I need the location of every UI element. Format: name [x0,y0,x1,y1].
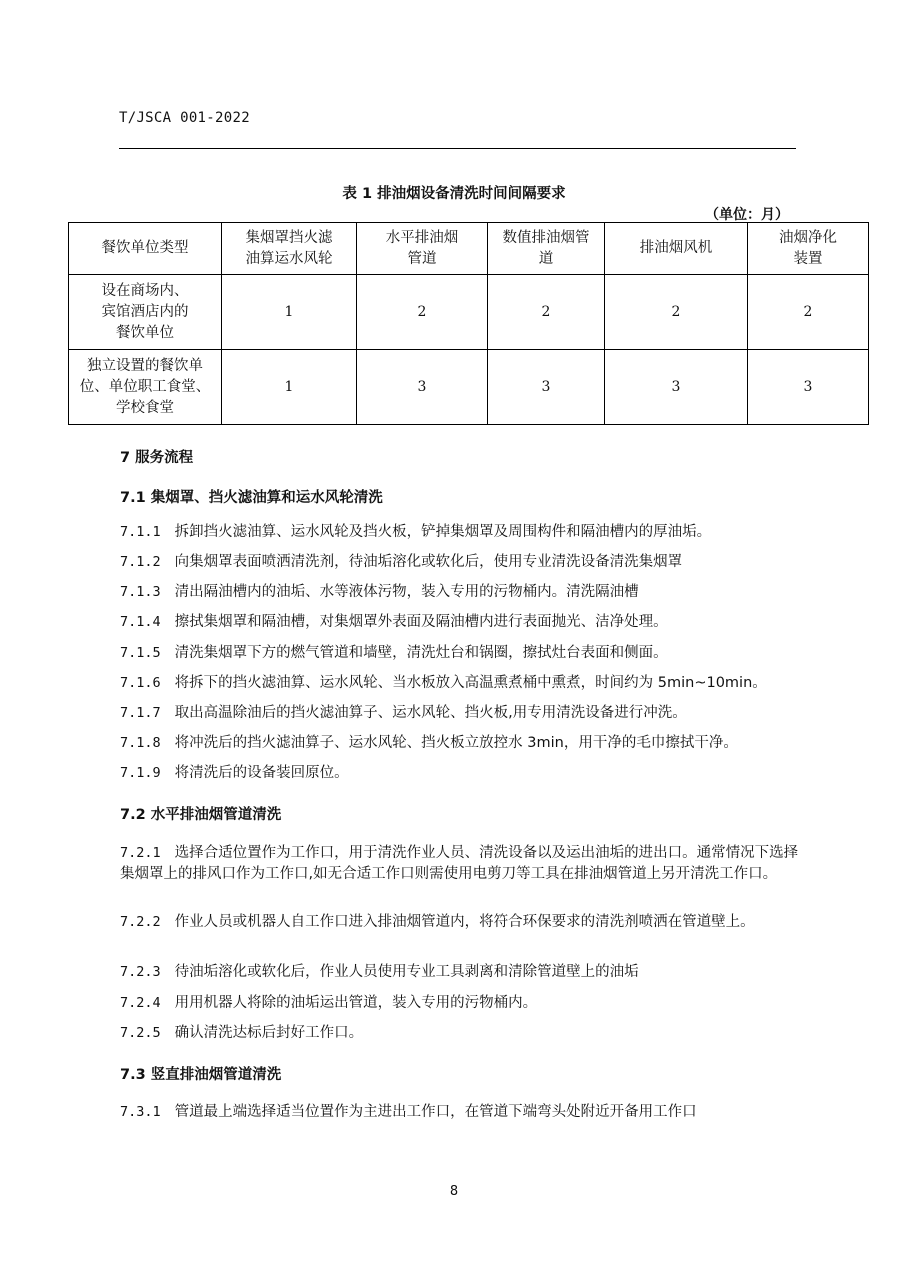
clause-number: 7.1.6 [120,675,161,691]
clause-number: 7.1.3 [120,584,161,600]
clause-number: 7.2.5 [120,1025,161,1041]
header-cell-vertical-duct [488,223,605,275]
clause-number: 7.1.5 [120,645,161,661]
value-cell: 3 [488,350,605,425]
clause-number: 7.1.8 [120,735,161,751]
clause-number: 7.2.1 [120,845,161,861]
header-line: 油烟净化 [779,229,837,246]
doc-code: T/JSCA 001-2022 [119,110,250,126]
clause-7-2-5 [120,1023,810,1044]
section-heading-7-2: 7.2 水平排油烟管道清洗 [120,807,282,823]
clause-text: 擦拭集烟罩和隔油槽，对集烟罩外表面及隔油槽内进行表面抛光、洁净处理。 [174,614,668,630]
header-cell-horizontal-duct [357,223,488,275]
clause-number: 7.2.4 [120,995,161,1011]
clause-7-1-3 [120,582,810,603]
header-line: 道 [538,250,554,267]
clause-text: 管道最上端选择适当位置作为主进出工作口，在管道下端弯头处附近开备用工作口 [174,1104,697,1120]
clause-7-3-1 [120,1102,810,1123]
value-cell: 1 [222,275,357,350]
table-row [69,350,869,425]
value-cell: 2 [357,275,488,350]
row-type-cell [69,275,222,350]
clause-text: 用用机器人将除的油垢运出管道，装入专用的污物桶内。 [174,995,538,1011]
table-unit: （单位：月） [705,207,789,223]
type-line: 设在商场内、 [101,282,189,299]
type-line: 餐饮单位 [116,324,174,341]
clause-7-1-2 [120,552,810,573]
header-line: 装置 [793,250,823,267]
clause-number: 7.1.1 [120,524,161,540]
table-row [69,275,869,350]
clause-7-1-1 [120,522,810,543]
type-line: 宾馆酒店内的 [101,303,189,320]
header-line: 水平排油烟 [385,229,459,246]
clause-7-2-1 [120,843,810,885]
header-line: 集烟罩挡火滤 [245,229,333,246]
clause-text: 作业人员或机器人自工作口进入排油烟管道内，将符合环保要求的清洗剂喷洒在管道壁上。 [174,914,755,930]
section-heading-7: 7 服务流程 [120,450,194,466]
clause-text: 将拆下的挡火滤油算、运水风轮、当水板放入高温熏煮桶中熏煮，时间约为 5min~10min。 [174,675,767,691]
clause-7-2-3 [120,962,810,983]
value-cell: 3 [357,350,488,425]
header-line: 油算运水风轮 [245,250,333,267]
clause-7-1-4 [120,612,810,633]
header-line: 排油烟风机 [639,240,713,256]
header-cell-hood [222,223,357,275]
section-heading-7-3: 7.3 竖直排油烟管道清洗 [120,1067,282,1083]
clause-7-1-6 [120,673,810,694]
header-line: 数值排油烟管 [502,229,590,246]
type-line: 独立设置的餐饮单 [87,357,203,374]
value-cell: 2 [488,275,605,350]
clause-number: 7.1.4 [120,614,161,630]
interval-table [68,222,869,425]
clause-7-1-8 [120,733,810,754]
clause-text: 将清洗后的设备装回原位。 [174,765,349,781]
clause-text: 拆卸挡火滤油算、运水风轮及挡火板，铲掉集烟罩及周围构件和隔油槽内的厚油垢。 [174,524,712,540]
clause-7-1-7 [120,703,810,724]
clause-number: 7.2.2 [120,914,161,930]
clause-text: 取出高温除油后的挡火滤油算子、运水风轮、挡火板,用专用清洗设备进行冲洗。 [174,705,687,721]
value-cell: 2 [605,275,748,350]
header-rule [119,148,796,149]
value-cell: 3 [605,350,748,425]
clause-number: 7.1.2 [120,554,161,570]
clause-number: 7.3.1 [120,1104,161,1120]
value-cell: 3 [748,350,869,425]
clause-text: 清出隔油槽内的油垢、水等液体污物，装入专用的污物桶内。清洗隔油槽 [174,584,639,600]
row-type-cell [69,350,222,425]
header-cell-purifier [748,223,869,275]
section-heading-7-1: 7.1 集烟罩、挡火滤油算和运水风轮清洗 [120,490,383,506]
clause-text: 向集烟罩表面喷洒清洗剂，待油垢溶化或软化后，使用专业清洗设备清洗集烟罩 [174,554,683,570]
clause-text: 确认清洗达标后封好工作口。 [174,1025,364,1041]
clause-text: 选择合适位置作为工作口，用于清洗作业人员、清洗设备以及运出油垢的进出口。通常情况下选择集烟罩上的排风口作为工作口,如无合适工作口则需使用电剪刀等工具在排油烟管道上另开清洗工作口。 [120,845,799,882]
type-line: 位、单位职工食堂、 [79,378,211,395]
clause-number: 7.1.7 [120,705,161,721]
table-header-row [69,223,869,275]
value-cell: 1 [222,350,357,425]
clause-number: 7.1.9 [120,765,161,781]
value-cell: 2 [748,275,869,350]
clause-text: 将冲洗后的挡火滤油算子、运水风轮、挡火板立放控水 3min，用干净的毛巾擦拭干净。 [174,735,738,751]
clause-7-1-5 [120,643,810,664]
header-cell-fan [605,223,748,275]
clause-number: 7.2.3 [120,964,161,980]
clause-7-1-9 [120,763,810,784]
page-number: 8 [449,1184,459,1199]
header-cell-type [69,223,222,275]
clause-text: 清洗集烟罩下方的燃气管道和墙壁，清洗灶台和锅圈，擦拭灶台表面和侧面。 [174,645,668,661]
clause-7-2-2 [120,912,810,933]
clause-text: 待油垢溶化或软化后，作业人员使用专业工具剥离和清除管道壁上的油垢 [174,964,639,980]
table-title: 表 1 排油烟设备清洗时间间隔要求 [342,186,566,202]
clause-7-2-4 [120,993,810,1014]
header-line: 餐饮单位类型 [101,240,189,256]
type-line: 学校食堂 [116,399,174,416]
header-line: 管道 [407,250,437,267]
